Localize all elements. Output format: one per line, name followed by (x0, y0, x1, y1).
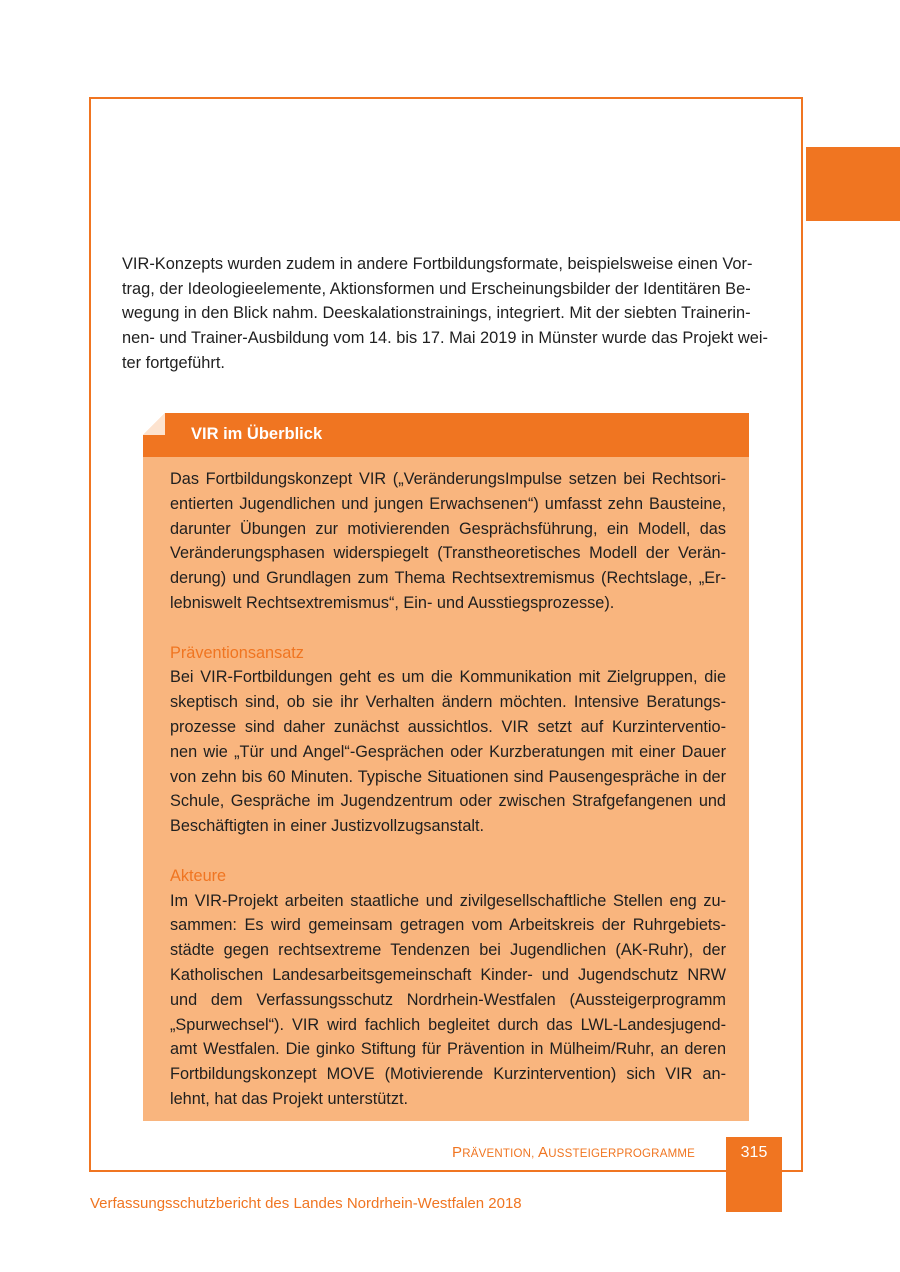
box-line: Fortbildungskonzept MOVE (Motivierende Kurzintervention) sich VIR an- (170, 1065, 726, 1084)
intro-line: VIR-Konzepts wurden zudem in andere Fortbildungsformate, beispielsweise einen Vor- (122, 255, 753, 273)
section-label-rest: USSTEIGERPROGRAMME (548, 1148, 695, 1160)
section-label (452, 1144, 695, 1161)
box-line: und dem Verfassungsschutz Nordrhein-Westfalen (Aussteigerprogramm (170, 990, 726, 1009)
info-box-header (143, 413, 749, 457)
box-line: entierten Jugendlichen und jungen Erwachsenen“) umfasst zehn Bausteine, (170, 494, 726, 513)
subheading-akteure: Akteure (170, 866, 227, 885)
box-line: sammen: Es wird gemeinsam getragen vom Arbeitskreis der Ruhrgebiets- (170, 916, 726, 935)
box-line: Das Fortbildungskonzept VIR („VeränderungsImpulse setzen bei Rechtsori- (170, 470, 726, 488)
box-line: lebniswelt Rechtsextremismus“, Ein- und Ausstiegsprozesse). (170, 593, 615, 612)
section-label-initial: P (452, 1144, 463, 1161)
intro-line: wegung in den Blick nahm. Deeskalationstrainings, integriert. Mit der siebten Trainerin- (122, 304, 751, 323)
page-number-tab (726, 1137, 782, 1212)
box-line: lehnt, hat das Projekt unterstützt. (170, 1089, 409, 1108)
box-line: Schule, Gespräche im Jugendzentrum oder zwischen Strafgefangenen und (170, 792, 726, 811)
box-line: Veränderungsphasen widerspiegelt (Transtheoretisches Modell der Verän- (170, 544, 726, 563)
intro-line: ter fortgeführt. (122, 353, 225, 372)
intro-paragraph (122, 252, 784, 376)
box-line: Im VIR-Projekt arbeiten staatliche und zivilgesellschaftliche Stellen eng zu- (170, 891, 726, 910)
box-line: amt Westfalen. Die ginko Stiftung für Prävention in Mülheim/Ruhr, an deren (170, 1040, 726, 1059)
intro-line: trag, der Ideologieelemente, Aktionsformen und Erscheinungsbilder der Identitären Be- (122, 279, 751, 298)
section-label-initial: A (534, 1144, 549, 1161)
info-box (143, 413, 749, 1121)
section-label-rest: RÄVENTION, (462, 1148, 535, 1160)
corner-fold-shade (143, 413, 165, 435)
intro-line: nen- und Trainer-Ausbildung vom 14. bis 17. Mai 2019 in Münster wurde das Projekt wei- (122, 329, 768, 348)
page-number: 315 (740, 1144, 768, 1161)
box-line: Bei VIR-Fortbildungen geht es um die Kommunikation mit Zielgruppen, die (170, 668, 726, 687)
box-line: darunter Übungen zur motivierenden Gesprächsführung, ein Modell, das (170, 519, 726, 538)
box-line: „Spurwechsel“). VIR wird fachlich begleitet durch das LWL-Landesjugend- (170, 1015, 726, 1034)
box-line: Katholischen Landesarbeitsgemeinschaft Kinder- und Jugendschutz NRW (170, 965, 726, 984)
info-box-body (170, 467, 726, 1112)
subheading-praevention: Präventionsansatz (170, 643, 304, 662)
info-box-title: VIR im Überblick (191, 425, 323, 443)
report-title: Verfassungsschutzbericht des Landes Nordrhein-Westfalen 2018 (90, 1195, 522, 1212)
chapter-tab (806, 147, 900, 221)
box-line: Beschäftigten in einer Justizvollzugsanstalt. (170, 817, 485, 836)
box-line: derung) und Grundlagen zum Thema Rechtsextremismus (Rechtslage, „Er- (170, 569, 726, 588)
box-line: nen wie „Tür und Angel“-Gesprächen oder Kurzberatungen mit einer Dauer (170, 742, 726, 761)
box-line: städte gegen rechtsextreme Tendenzen bei Jugendlichen (AK-Ruhr), der (170, 941, 726, 960)
box-line: prozesse sind daher zunächst aussichtlos. VIR setzt auf Kurzinterventio- (170, 717, 726, 736)
box-line: von zehn bis 60 Minuten. Typische Situationen sind Pausengespräche in der (170, 767, 726, 786)
box-line: skeptisch sind, ob sie ihr Verhalten ändern möchten. Intensive Beratungs- (170, 693, 726, 712)
